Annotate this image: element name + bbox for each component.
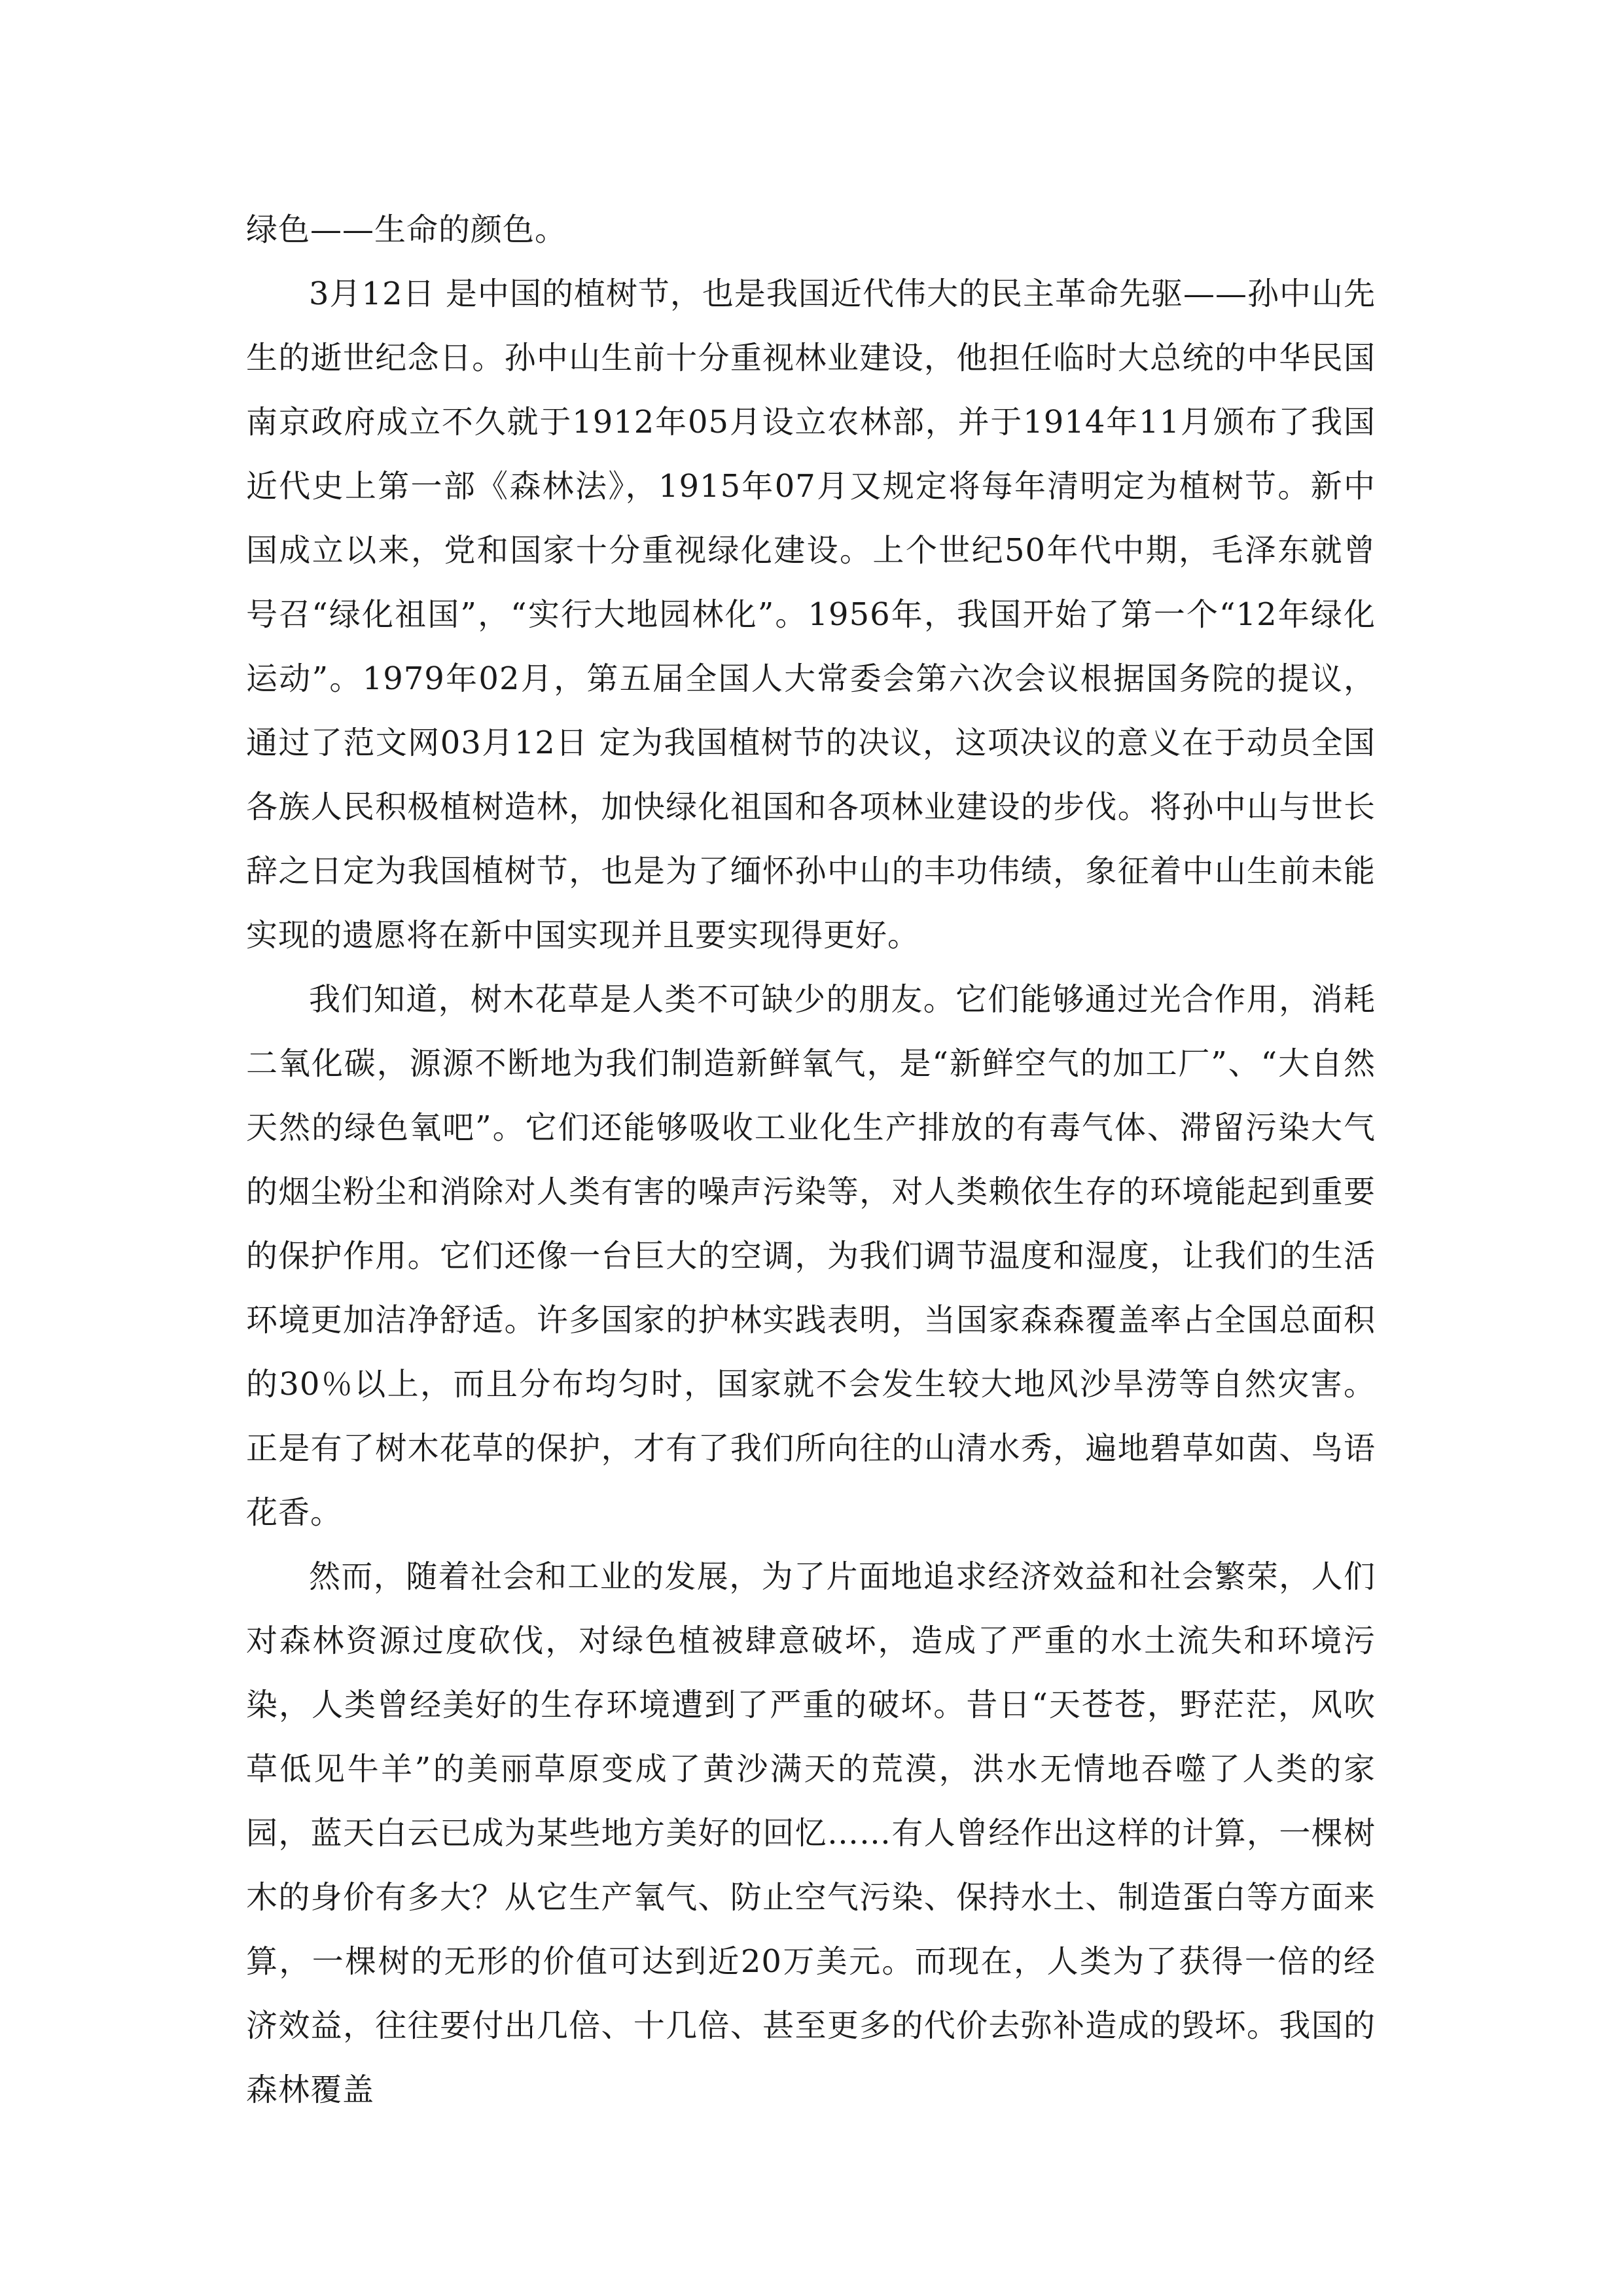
paragraph-2: 3月12日 是中国的植树节，也是我国近代伟大的民主革命先驱——孙中山先生的逝世纪念日。孙中山生前十分重视林业建设，他担任临时大总统的中华民国南京政府成立不久就于1912年05月设立农林部，并于1914年11月颁布了我国近代史上第一部《森林法》，1915年07月又规定将每年清明定为植树节。新中国成立以来，党和国家十分重视绿化建设。上个世纪50年代中期，毛泽东就曾号召“绿化祖国”，“实行大地园林化”。1956年，我国开始了第一个“12年绿化运动”。1979年02月，第五届全国人大常委会第六次会议根据国务院的提议，通过了范文网03月12日 定为我国植树节的决议，这项决议的意义在于动员全国各族人民积极植树造林，加快绿化祖国和各项林业建设的步伐。将孙中山与世长辞之日定为我国植树节，也是为了缅怀孙中山的丰功伟绩，象征着中山生前未能实现的遗愿将在新中国实现并且要实现得更好。	[246, 276, 1376, 954]
paragraph-4: 然而，随着社会和工业的发展，为了片面地追求经济效益和社会繁荣，人们对森林资源过度砍伐，对绿色植被肆意破坏，造成了严重的水土流失和环境污染，人类曾经美好的生存环境遭到了严重的破坏。昔日“天苍苍，野茫茫，风吹草低见牛羊”的美丽草原变成了黄沙满天的荒漠，洪水无情地吞噬了人类的家园，蓝天白云已成为某些地方美好的回忆……有人曾经作出这样的计算，一棵树木的身价有多大？从它生产氧气、防止空气污染、保持水土、制造蛋白等方面来算，一棵树的无形的价值可达到近20万美元。而现在，人类为了获得一倍的经济效益，往往要付出几倍、十几倍、甚至更多的代价去弥补造成的毁坏。我国的森林覆盖	[246, 1558, 1376, 2108]
document-body	[246, 198, 1376, 2122]
paragraph-1: 绿色——生命的颜色。	[246, 211, 567, 248]
paragraph-3: 我们知道，树木花草是人类不可缺少的朋友。它们能够通过光合作用，消耗二氧化碳，源源不断地为我们制造新鲜氧气，是“新鲜空气的加工厂”、“大自然天然的绿色氧吧”。它们还能够吸收工业化生产排放的有毒气体、滞留污染大气的烟尘粉尘和消除对人类有害的噪声污染等，对人类赖依生存的环境能起到重要的保护作用。它们还像一台巨大的空调，为我们调节温度和湿度，让我们的生活环境更加洁净舒适。许多国家的护林实践表明，当国家森森覆盖率占全国总面积的30％以上，而且分布均匀时，国家就不会发生较大地风沙旱涝等自然灾害。正是有了树木花草的保护，才有了我们所向往的山清水秀，遍地碧草如茵、鸟语花香。	[246, 981, 1376, 1531]
